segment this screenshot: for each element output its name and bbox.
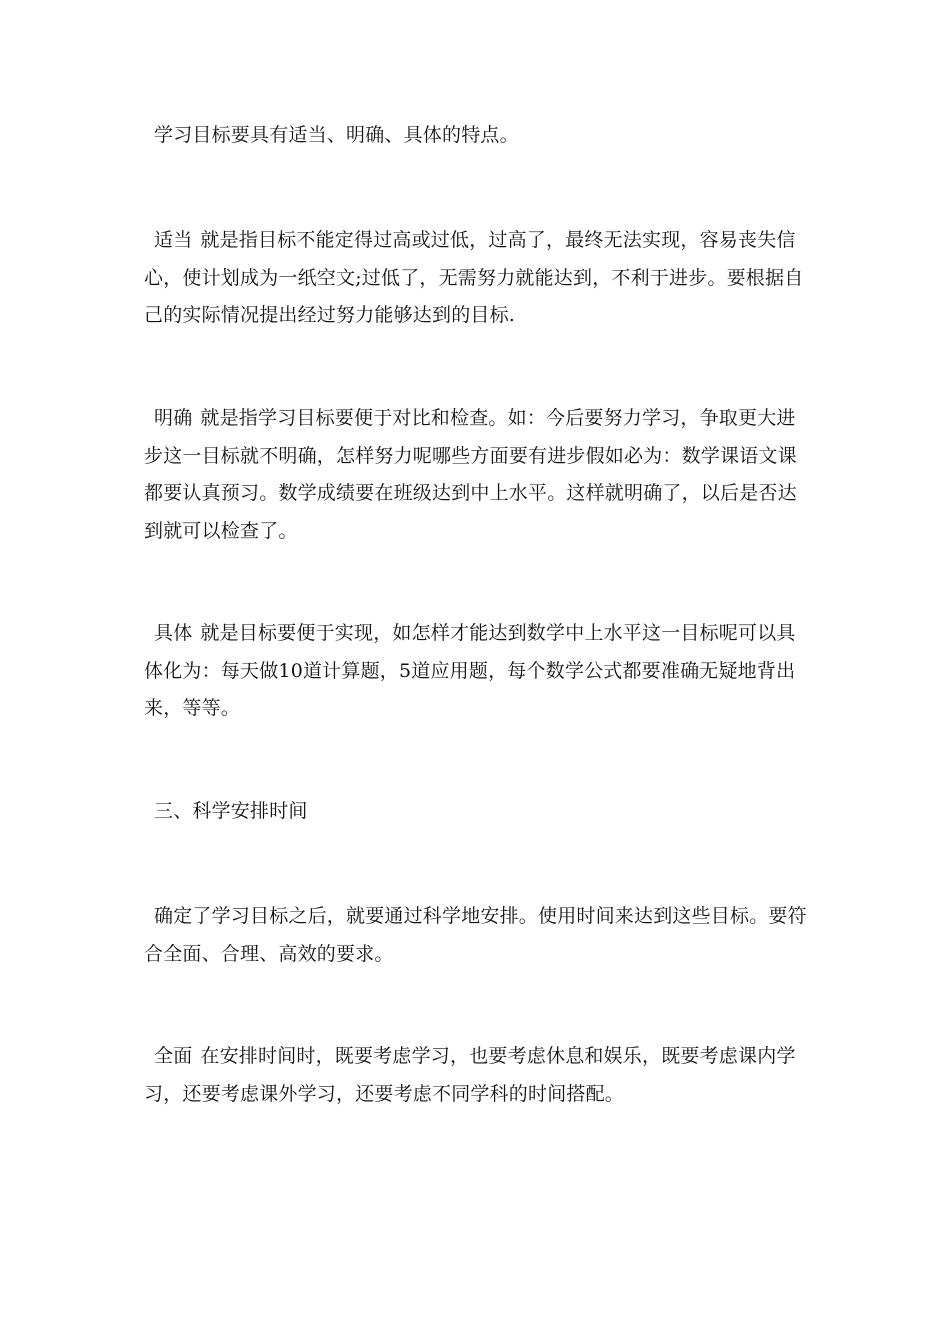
paragraph-text: 就是指学习目标要便于对比和检查。如：今后要努力学习，争取更大进步这一目标就不明确，怎样努力呢哪些方面要有进步假如必为：数学课语文课都要认真预习。数学成绩要在班级达到中上水平。这样就明确了，以后是否达到就可以检查了。 [144,407,797,542]
paragraph-text: 确定了学习目标之后，就要通过科学地安排。使用时间来达到这些目标。要符合全面、合理、高效的要求。 [144,905,807,965]
section-heading [144,793,814,831]
paragraph-text: 在安排时间时，既要考虑学习，也要考虑休息和娱乐，既要考虑课内学习，还要考虑课外学习，还要考虑不同学科的时间搭配。 [144,1045,796,1105]
paragraph-concrete [144,615,814,728]
paragraph-goal-traits [144,117,814,155]
paragraph-term: 适当 [154,229,193,251]
paragraph-comprehensive [144,1038,814,1113]
paragraph-term: 具体 [154,622,193,644]
paragraph-text: 学习目标要具有适当、明确、具体的特点。 [154,124,519,146]
paragraph-appropriate [144,222,814,335]
paragraph-text: 就是目标要便于实现，如怎样才能达到数学中上水平这一目标呢可以具体化为：每天做10道计算题，5道应用题，每个数学公式都要准确无疑地背出来，等等。 [144,622,796,719]
section-heading-text: 三、科学安排时间 [154,800,308,822]
paragraph-text: 就是指目标不能定得过高或过低，过高了，最终无法实现，容易丧失信心，使计划成为一纸空文;过低了，无需努力就能达到，不利于进步。要根据自己的实际情况提出经过努力能够达到的目标. [144,229,804,326]
paragraph-term: 全面 [154,1045,193,1067]
paragraph-clear [144,400,814,550]
paragraph-term: 明确 [154,407,193,429]
paragraph-schedule-intro [144,898,814,973]
